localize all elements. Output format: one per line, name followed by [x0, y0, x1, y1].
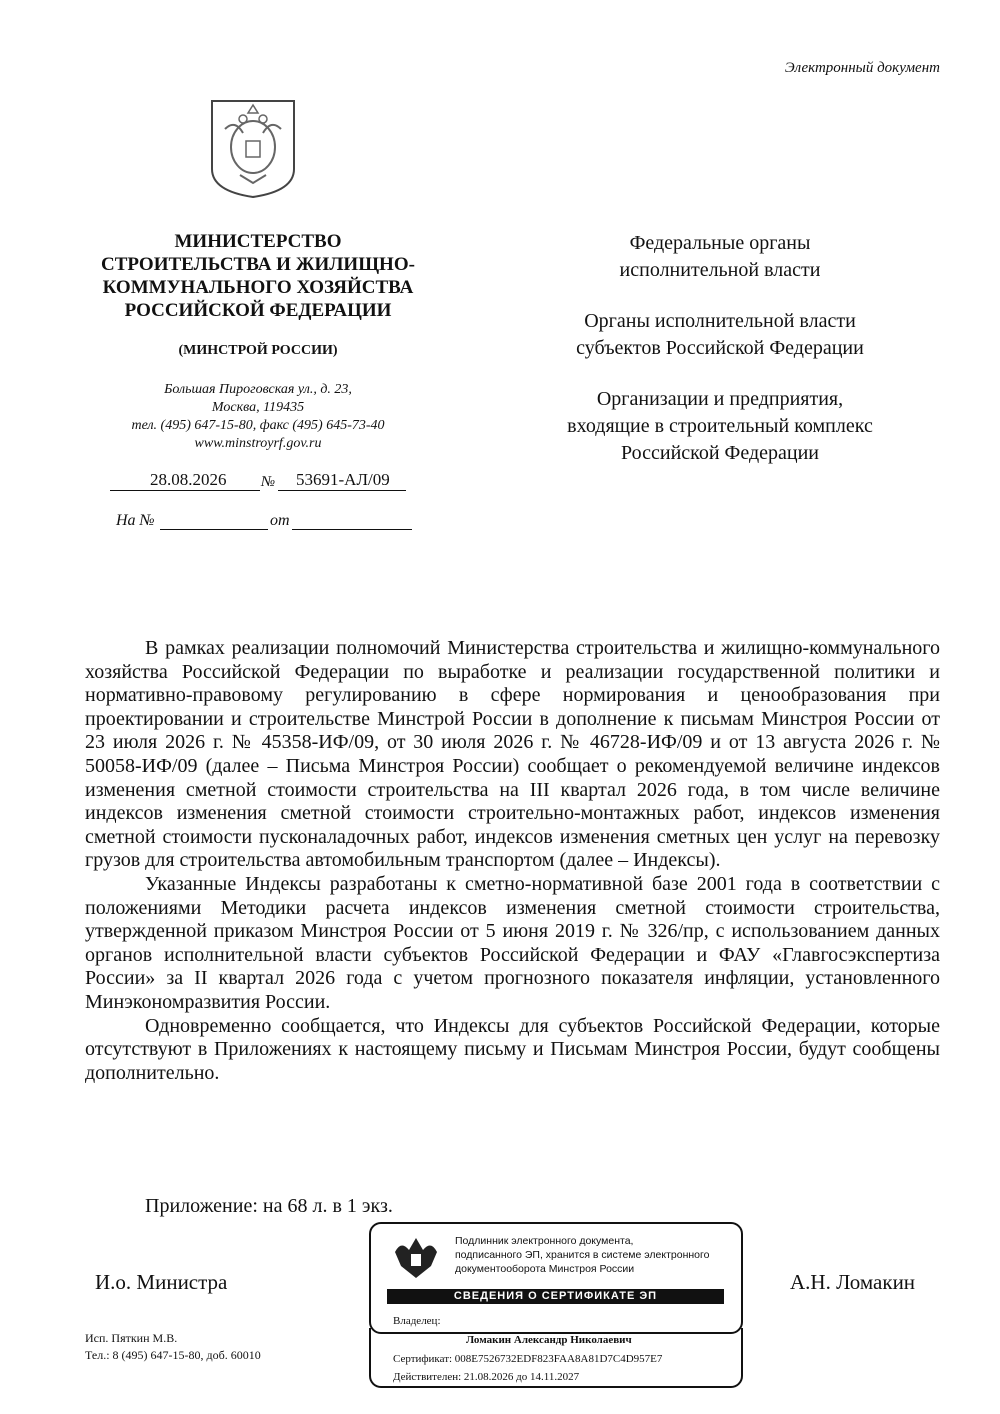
reply-prefix: На № — [116, 512, 155, 529]
address-line: Москва, 119435 — [211, 400, 305, 415]
address-line: www.minstroyrf.gov.ru — [194, 436, 322, 451]
ministry-name-line: СТРОИТЕЛЬСТВА И ЖИЛИЩНО- — [101, 254, 415, 275]
ministry-name-line: МИНИСТЕРСТВО — [174, 231, 342, 252]
ministry-address — [78, 381, 438, 453]
reply-number-underline — [160, 529, 268, 530]
executor-name: Исп. Пяткин М.В. — [85, 1331, 178, 1345]
registration-number-label: № — [261, 474, 276, 490]
reply-from-label: от — [270, 512, 290, 529]
signatory-position: И.о. Министра — [95, 1270, 228, 1294]
recipient-line: Организации и предприятия, — [596, 388, 844, 410]
stamp-notice-line: Подлинник электронного документа, — [455, 1235, 634, 1247]
stamp-certificate-header: СВЕДЕНИЯ О СЕРТИФИКАТЕ ЭП — [387, 1289, 724, 1304]
signatory-name: А.Н. Ломакин — [790, 1270, 916, 1294]
ministry-name-line: КОММУНАЛЬНОГО ХОЗЯЙСТВА — [102, 277, 414, 298]
reply-date-underline — [292, 529, 412, 530]
executor-phone: Тел.: 8 (495) 647-15-80, доб. 60010 — [85, 1348, 261, 1362]
ministry-name — [78, 230, 438, 322]
ministry-name-line: РОССИЙСКОЙ ФЕДЕРАЦИИ — [124, 300, 392, 321]
stamp-notice — [455, 1234, 709, 1276]
registration-number: 53691-АЛ/09 — [296, 470, 390, 489]
date-underline — [110, 490, 260, 491]
stamp-lower-frame — [369, 1328, 743, 1388]
body-paragraph: В рамках реализации полномочий Министерства строительства и жилищно-коммунального хозяйства Российской Федерации по выработке и реализации государственной политики и нормативно-правовому регулированию в сфере нормирования и ценообразования при проектировании и строительстве Минстрой России в дополнение к письмам Минстроя России от 23 июля 2026 г. № 45358-ИФ/09, от 30 июля 2026 г. № 46728-ИФ/09 и от 13 августа 2026 г. № 50058-ИФ/09 (далее – Письма Минстроя России) сообщает о рекомендуемой величине индексов изменения сметной стоимости строительства на III квартал 2026 года, в том числе величине индексов изменения сметной стоимости строительно-монтажных работ, индексов изменения сметной стоимости пусконаладочных работ, индексов изменения сметных цен услуг на перевозку грузов для строительства автомобильным транспортом (далее – Индексы). — [85, 637, 940, 872]
recipient-group — [520, 230, 920, 284]
body-paragraph: Одновременно сообщается, что Индексы для субъектов Российской Федерации, которые отсутствуют в Приложениях к настоящему письму и Письмам Минстроя России, будут сообщены дополнительно. — [85, 1014, 940, 1084]
reply-reference — [116, 512, 155, 530]
stamp-validity: Действителен: 21.08.2026 до 14.11.2027 — [393, 1371, 580, 1383]
coat-of-arms-icon — [210, 99, 296, 199]
recipient-line: Российской Федерации — [620, 442, 820, 464]
recipient-line: входящие в строительный комплекс — [567, 415, 873, 437]
registration-date: 28.08.2026 — [150, 470, 227, 489]
recipients-block — [520, 230, 920, 491]
ministry-emblem-icon — [389, 1232, 443, 1284]
recipient-group — [520, 308, 920, 362]
address-line: тел. (495) 647-15-80, факс (495) 645-73-40 — [131, 418, 385, 433]
attachment-note: Приложение: на 68 л. в 1 экз. — [145, 1195, 393, 1217]
stamp-certificate: Сертификат: 008E7526732EDF823FAA8A81D7C4D957E7 — [393, 1353, 663, 1365]
document-type-label: Электронный документ — [784, 60, 940, 76]
stamp-owner-name: Ломакин Александр Николаевич — [466, 1334, 632, 1346]
address-line: Большая Пироговская ул., д. 23, — [164, 382, 352, 397]
stamp-owner-label: Владелец: — [393, 1315, 441, 1327]
number-underline — [278, 490, 406, 491]
recipient-group — [520, 386, 920, 467]
ministry-short-name: (МИНСТРОЙ РОССИИ) — [178, 343, 338, 358]
recipient-line: субъектов Российской Федерации — [576, 337, 864, 359]
body-paragraph: Указанные Индексы разработаны к сметно-нормативной базе 2001 года в соответствии с положениями Методики расчета индексов изменения сметной стоимости строительства, утвержденной приказом Минстроя России от 5 июня 2019 г. № 326/пр, с использованием данных органов исполнительной власти субъектов Российской Федерации и ФАУ «Главгосэкспертиза России» за II квартал 2026 года с учетом прогнозного показателя инфляции, установленного Минэкономразвития России. — [85, 872, 940, 1013]
letter-body — [85, 637, 940, 1085]
recipient-line: Федеральные органы — [629, 232, 811, 254]
recipient-line: исполнительной власти — [619, 259, 821, 281]
stamp-notice-line: подписанного ЭП, хранится в системе электронного — [455, 1249, 710, 1261]
stamp-notice-line: документооборота Минстроя России — [455, 1263, 635, 1275]
executor-info — [85, 1330, 261, 1364]
recipient-line: Органы исполнительной власти — [584, 310, 856, 332]
